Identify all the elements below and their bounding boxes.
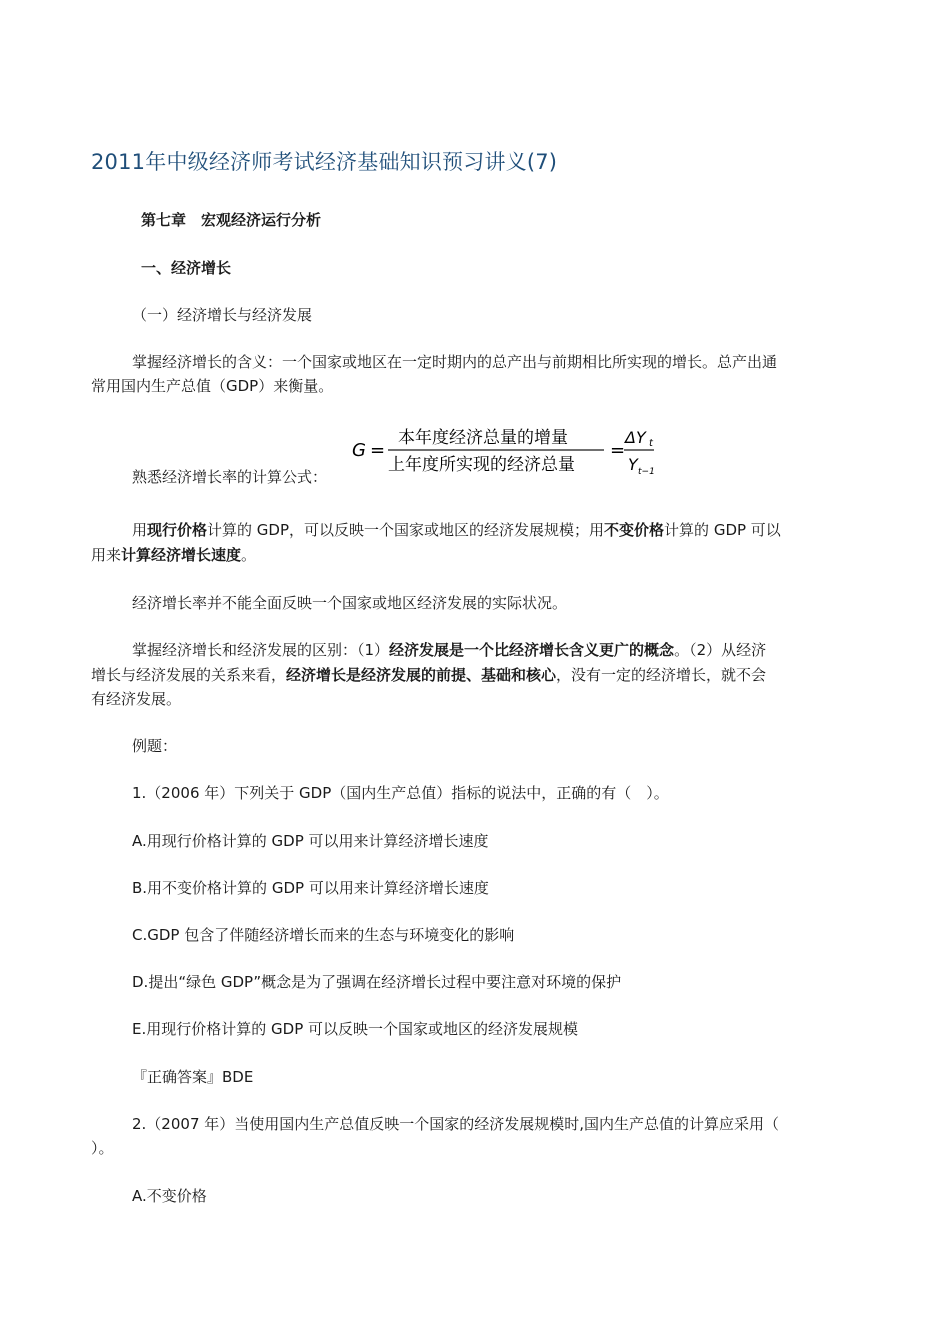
formula-equals-2: = [610, 440, 626, 461]
text-run: 用 [132, 521, 148, 539]
question-1-option-d: D.提出“绿色 GDP”概念是为了强调在经济增长过程中要注意对环境的保护 [132, 973, 622, 991]
text-run: 。 [241, 546, 257, 564]
paragraph-limitation: 经济增长率并不能全面反映一个国家或地区经济发展的实际状况。 [132, 594, 568, 612]
chapter-heading: 第七章 宏观经济运行分析 [141, 211, 322, 229]
question-1-option-b: B.用不变价格计算的 GDP 可以用来计算经济增长速度 [132, 879, 489, 897]
page-title: 2011年中级经济师考试经济基础知识预习讲义(7) [91, 150, 558, 174]
paragraph-difference-line3: 有经济发展。 [91, 690, 182, 708]
question-2-option-a: A.不变价格 [132, 1187, 207, 1205]
formula-y-prev: Y [628, 455, 638, 474]
question-1-stem: 1.（2006 年）下列关于 GDP（国内生产总值）指标的说法中，正确的有（ ）。 [132, 784, 669, 802]
formula-label: 熟悉经济增长率的计算公式： [132, 468, 328, 486]
paragraph-difference-line2 [91, 663, 766, 687]
paragraph-price-line2 [91, 543, 256, 567]
text-run: 计算的 GDP，可以反映一个国家或地区的经济发展规模；用 [207, 521, 605, 539]
example-label: 例题： [132, 737, 178, 755]
formula-numerator: 本年度经济总量的增量 [398, 428, 568, 448]
paragraph-definition-line2: 常用国内生产总值（GDP）来衡量。 [91, 377, 334, 395]
emphasis-growth-speed: 计算经济增长速度 [121, 546, 242, 564]
emphasis-development-broader: 经济发展是一个比经济增长含义更广的概念 [389, 641, 675, 659]
question-1-option-c: C.GDP 包含了伴随经济增长而来的生态与环境变化的影响 [132, 926, 515, 944]
formula-graphic [352, 424, 662, 480]
formula-sub-t: t [649, 438, 653, 449]
question-1-answer: 『正确答案』BDE [132, 1068, 254, 1086]
question-1-option-e: E.用现行价格计算的 GDP 可以反映一个国家或地区的经济发展规模 [132, 1020, 579, 1038]
text-run: 掌握经济增长和经济发展的区别：（1） [132, 641, 390, 659]
formula-equals-1: = [370, 440, 386, 461]
paragraph-price-line1 [132, 518, 781, 542]
paragraph-difference-line1 [132, 638, 766, 662]
text-run: ，没有一定的经济增长，就不会 [556, 666, 767, 684]
subsection-heading: （一）经济增长与经济发展 [132, 306, 313, 324]
text-run: 增长与经济发展的关系来看， [91, 666, 287, 684]
text-run: 计算的 GDP 可以 [664, 521, 781, 539]
text-run: 。（2）从经济 [674, 641, 767, 659]
question-2-stem-line2: ）。 [91, 1139, 114, 1157]
formula-lhs: G [352, 440, 366, 461]
emphasis-growth-core: 经济增长是经济发展的前提、基础和核心 [286, 666, 557, 684]
formula-delta-y: ΔY [625, 428, 646, 447]
emphasis-current-price: 现行价格 [147, 521, 208, 539]
formula-denominator: 上年度所实现的经济总量 [388, 455, 575, 475]
text-run: 用来 [91, 546, 122, 564]
growth-rate-formula [352, 424, 662, 480]
section-heading: 一、经济增长 [141, 259, 232, 277]
emphasis-constant-price: 不变价格 [604, 521, 665, 539]
paragraph-definition-line1: 掌握经济增长的含义：一个国家或地区在一定时期内的总产出与前期相比所实现的增长。总产出通 [132, 353, 778, 371]
question-2-stem-line1: 2.（2007 年）当使用国内生产总值反映一个国家的经济发展规模时,国内生产总值的计算应采用（ [132, 1115, 780, 1133]
question-1-option-a: A.用现行价格计算的 GDP 可以用来计算经济增长速度 [132, 832, 489, 850]
formula-sub-t-minus-1: t−1 [638, 467, 655, 477]
